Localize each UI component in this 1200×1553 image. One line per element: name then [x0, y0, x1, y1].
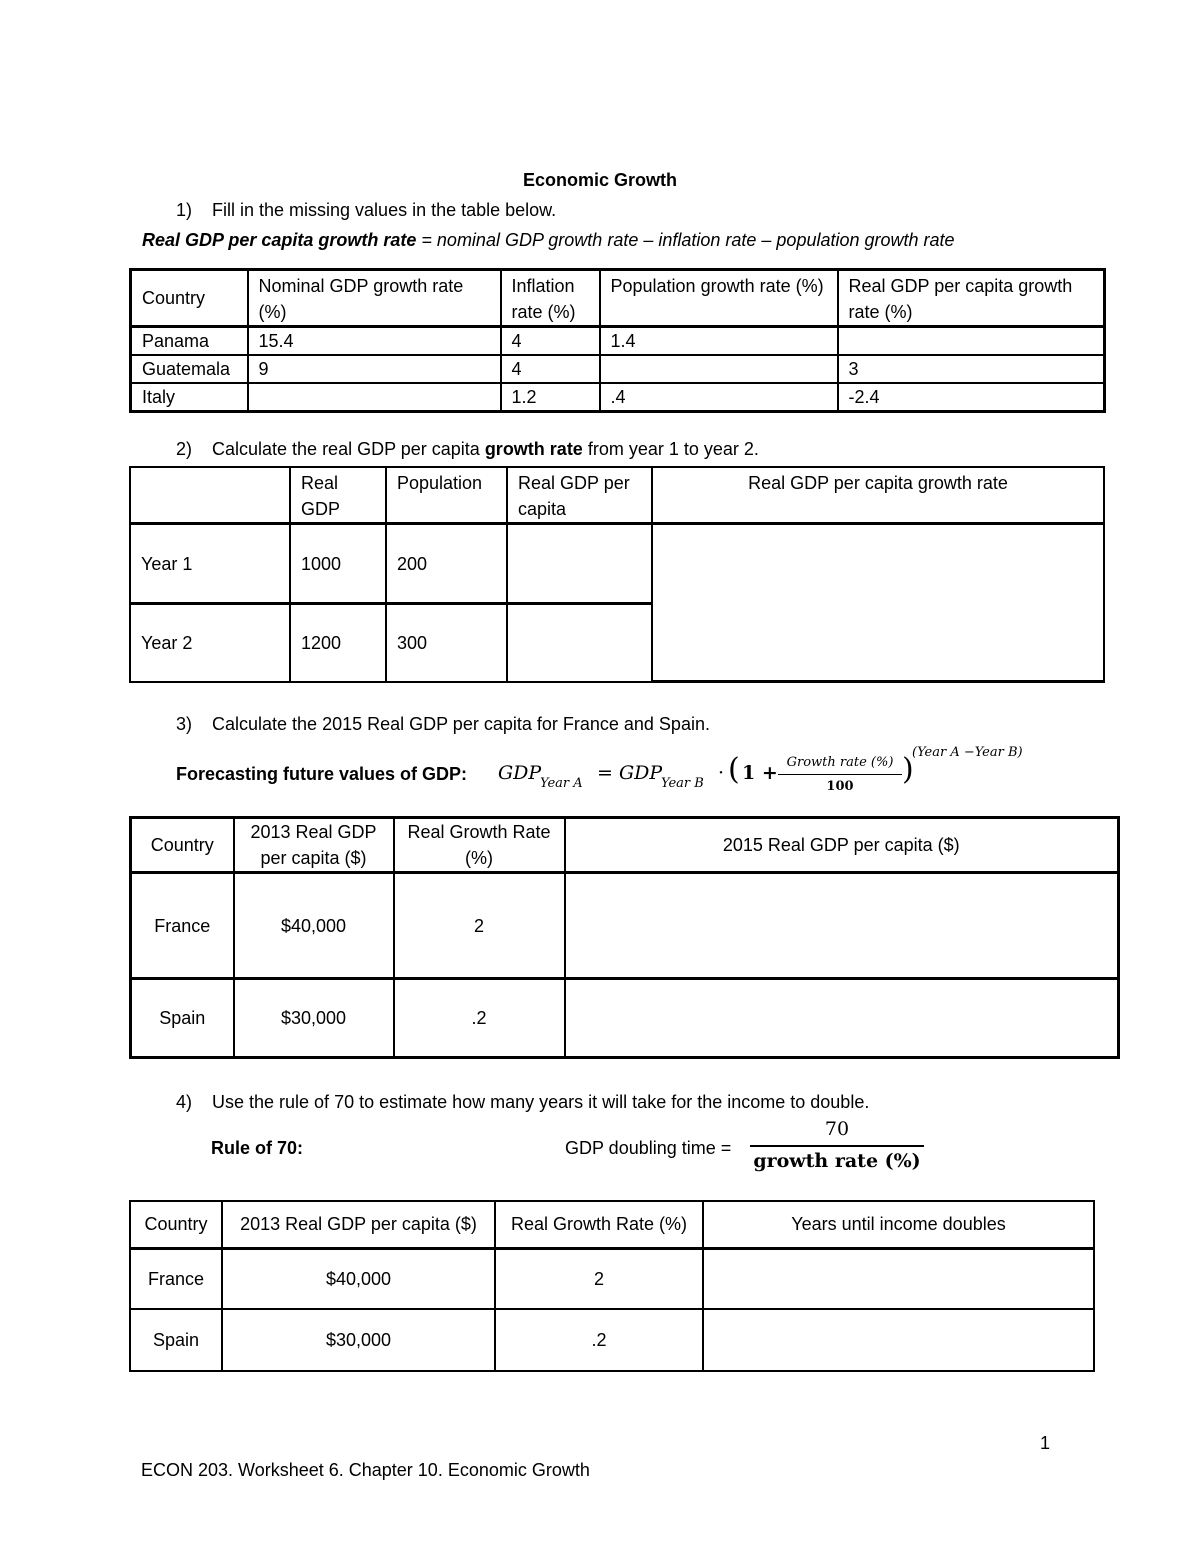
formula-one-plus: 1 + [742, 762, 778, 784]
q3-header-row [131, 818, 1119, 873]
q4-cell: France [130, 1248, 222, 1309]
page-number: 1 [1040, 1433, 1051, 1453]
question-1-text: Fill in the missing values in the table below. [212, 200, 557, 220]
q2-growth-answer-cell [652, 524, 1104, 682]
q1-cell: 4 [501, 355, 600, 383]
q4-table [129, 1200, 1095, 1372]
q2-cell: Year 2 [130, 604, 290, 682]
formula-equals: = [597, 762, 613, 784]
question-4 [176, 1092, 1076, 1113]
q4-cell: $30,000 [222, 1309, 495, 1371]
rule-numerator: 70 [824, 1118, 850, 1140]
q1-cell: 3 [838, 355, 1105, 383]
question-3 [176, 714, 1076, 735]
q2-cell [507, 604, 652, 682]
question-1-number: 1) [176, 200, 193, 220]
q2-cell: 1000 [290, 524, 386, 604]
q2-table [129, 466, 1105, 683]
formula-close-paren: ) [902, 752, 914, 787]
q4-cell [703, 1309, 1094, 1371]
rule-denominator: growth rate (%) [753, 1150, 921, 1172]
question-3-text: Calculate the 2015 Real GDP per capita for France and Spain. [212, 714, 710, 734]
rule-of-70-label: Rule of 70: [211, 1138, 304, 1158]
q1-table [129, 268, 1106, 413]
q1-cell: Panama [131, 327, 248, 356]
q1-header-row [131, 270, 1105, 327]
q1-cell [838, 327, 1105, 356]
table-row [131, 873, 1119, 979]
q1-formula-lhs: Real GDP per capita growth rate [142, 230, 417, 250]
formula-open-paren: ( [728, 752, 740, 787]
q1-header-inflation: Inflation rate (%) [501, 270, 600, 327]
table-row [131, 355, 1105, 383]
question-4-number: 4) [176, 1092, 193, 1112]
q1-cell: 4 [501, 327, 600, 356]
q1-cell: 1.2 [501, 383, 600, 412]
question-2-number: 2) [176, 439, 193, 459]
table-row [130, 1248, 1094, 1309]
q1-cell: Italy [131, 383, 248, 412]
q4-cell: Spain [130, 1309, 222, 1371]
q1-cell: 1.4 [600, 327, 838, 356]
q2-header-population: Population [386, 467, 507, 524]
q3-cell: $30,000 [234, 979, 394, 1058]
q1-cell [248, 383, 501, 412]
q4-cell: .2 [495, 1309, 703, 1371]
q3-cell: .2 [394, 979, 565, 1058]
forecast-label: Forecasting future values of GDP: [176, 764, 468, 784]
q1-header-nominal: Nominal GDP growth rate (%) [248, 270, 501, 327]
q4-cell: $40,000 [222, 1248, 495, 1309]
formula-gdp-a: GDP [498, 762, 542, 784]
q4-header-growth: Real Growth Rate (%) [495, 1201, 703, 1248]
table-row [131, 979, 1119, 1058]
q3-header-2013: 2013 Real GDP per capita ($) [234, 818, 394, 873]
question-2-text-b: growth rate [484, 439, 583, 459]
q3-cell [565, 873, 1119, 979]
q3-header-2015: 2015 Real GDP per capita ($) [565, 818, 1119, 873]
q1-cell [600, 355, 838, 383]
q2-header-real-gdp: Real GDP [290, 467, 386, 524]
q2-header-growth-rate: Real GDP per capita growth rate [652, 467, 1104, 524]
table-row [130, 1309, 1094, 1371]
q1-cell: .4 [600, 383, 838, 412]
q4-header-2013: 2013 Real GDP per capita ($) [222, 1201, 495, 1248]
q3-cell: $40,000 [234, 873, 394, 979]
formula-exponent: (Year A −Year B) [912, 745, 1023, 760]
q3-cell [565, 979, 1119, 1058]
table-row [130, 524, 1104, 604]
q4-cell: 2 [495, 1248, 703, 1309]
formula-denominator: 100 [826, 779, 854, 794]
formula-dot: · [718, 762, 725, 784]
question-2 [176, 439, 1076, 460]
q4-header-years: Years until income doubles [703, 1201, 1094, 1248]
formula-numerator: Growth rate (%) [786, 755, 894, 770]
q2-cell: 200 [386, 524, 507, 604]
q2-cell: Year 1 [130, 524, 290, 604]
q1-header-country: Country [131, 270, 248, 327]
formula-sub-b: Year B [661, 776, 704, 791]
q1-cell: 15.4 [248, 327, 501, 356]
q1-cell: Guatemala [131, 355, 248, 383]
q1-formula [142, 230, 1142, 251]
question-2-text-c: from year 1 to year 2. [582, 439, 759, 459]
q1-cell: 9 [248, 355, 501, 383]
formula-fraction-bar [778, 774, 902, 775]
table-row [131, 327, 1105, 356]
q3-cell: 2 [394, 873, 565, 979]
q2-cell: 300 [386, 604, 507, 682]
q1-header-real-growth: Real GDP per capita growth rate (%) [838, 270, 1105, 327]
q3-cell: France [131, 873, 234, 979]
q1-header-population: Population growth rate (%) [600, 270, 838, 327]
q2-header-per-capita: Real GDP per capita [507, 467, 652, 524]
doubling-time-label: GDP doubling time = [565, 1138, 732, 1158]
footer-course: ECON 203. Worksheet 6. Chapter 10. Economic Growth [141, 1460, 590, 1480]
q4-header-row [130, 1201, 1094, 1248]
q4-cell [703, 1248, 1094, 1309]
q1-cell: -2.4 [838, 383, 1105, 412]
q3-header-growth: Real Growth Rate (%) [394, 818, 565, 873]
q3-header-country: Country [131, 818, 234, 873]
q4-header-country: Country [130, 1201, 222, 1248]
table-row [131, 383, 1105, 412]
q2-header-empty [130, 467, 290, 524]
q2-header-row [130, 467, 1104, 524]
q3-table [129, 816, 1120, 1059]
page-title: Economic Growth [522, 170, 677, 190]
question-2-text-a: Calculate the real GDP per capita [212, 439, 485, 459]
q2-cell [507, 524, 652, 604]
q1-formula-rhs: = nominal GDP growth rate – inflation rate – population growth rate [416, 230, 955, 250]
rule-fraction-bar [750, 1145, 924, 1147]
question-3-number: 3) [176, 714, 193, 734]
question-4-text: Use the rule of 70 to estimate how many years it will take for the income to double. [212, 1092, 870, 1112]
formula-sub-a: Year A [540, 776, 583, 791]
q2-cell: 1200 [290, 604, 386, 682]
formula-gdp-b: GDP [619, 762, 663, 784]
question-1 [176, 200, 1076, 221]
q3-cell: Spain [131, 979, 234, 1058]
